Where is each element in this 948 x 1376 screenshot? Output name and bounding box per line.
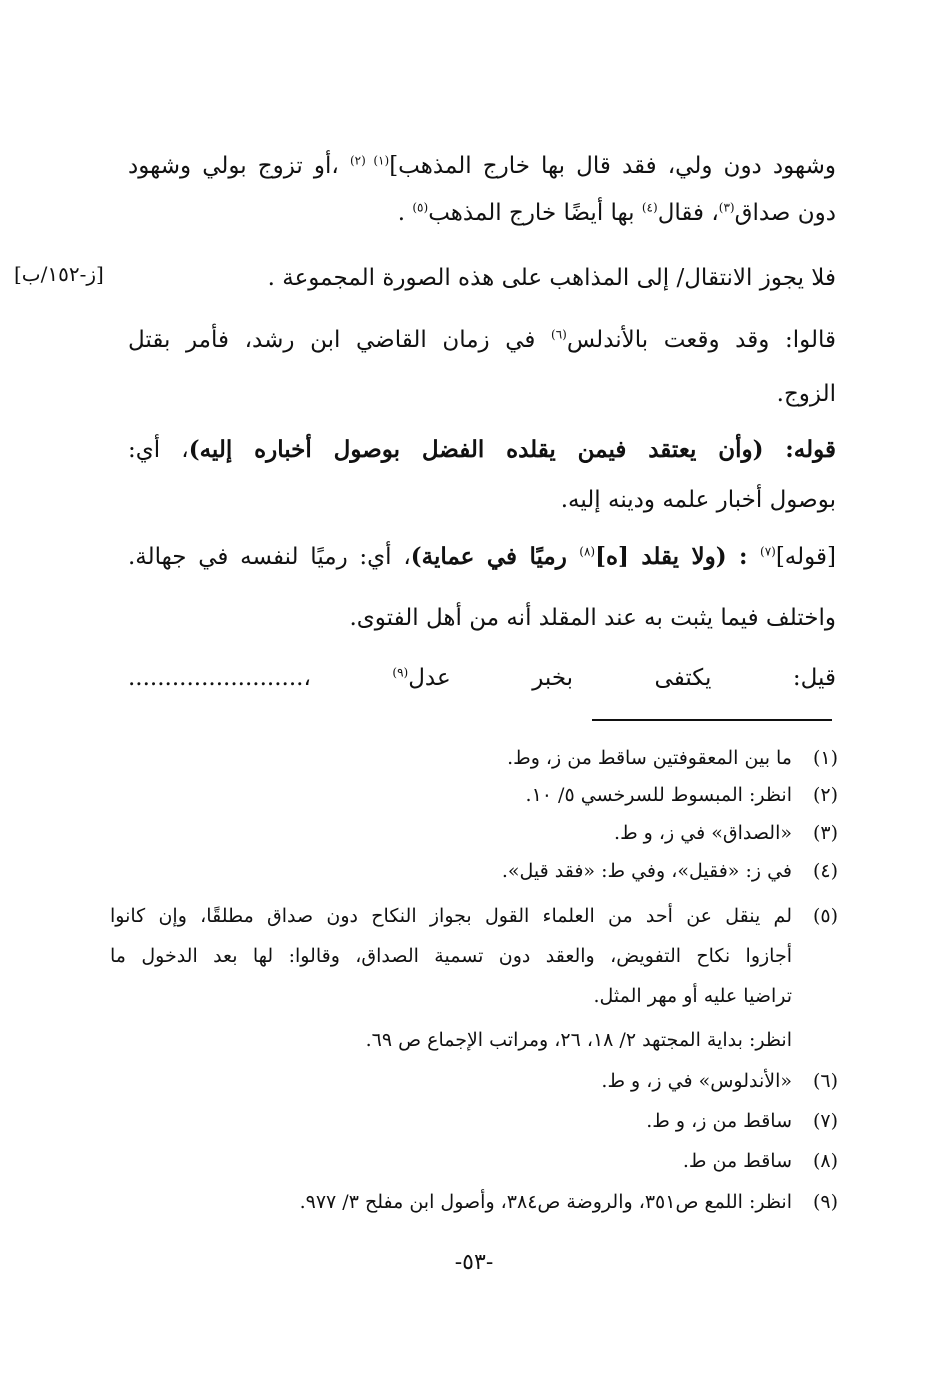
body-line-10 xyxy=(128,658,836,698)
body-line-2 xyxy=(398,193,836,233)
footnote-number: (٩) xyxy=(812,1191,838,1213)
footnote-text: في ز: «فقيل»، وفي ط: «فقد قيل». xyxy=(501,860,792,882)
margin-reference: [ز-١٥٢/ب] xyxy=(14,262,104,286)
page-number: -٥٣- xyxy=(454,1250,494,1275)
footnote-ref[interactable]: (٤) xyxy=(641,200,658,215)
footnote-ref[interactable]: (٦) xyxy=(551,327,567,342)
footnote-number: (٨) xyxy=(812,1150,838,1172)
footnote-ref[interactable]: (١) (٢) xyxy=(349,153,390,168)
text-run: قيل: يكتفى بخبر عدل xyxy=(408,665,836,691)
body-line-5: الزوج. xyxy=(776,381,836,407)
footnote-text: تراضيا عليه أو مهر المثل. xyxy=(593,985,792,1007)
footnote-text: ساقط من ز، و ط. xyxy=(646,1110,792,1132)
quoted-text: : (ولا يقلد [ه] xyxy=(595,543,760,570)
text-run: في زمان القاضي ابن رشد، فأمر بقتل xyxy=(128,327,552,353)
footnote-number: (٧) xyxy=(812,1110,838,1132)
footnote-text: انظر: بداية المجتهد ٢/ ١٨، ٢٦، ومراتب الإجماع ص ٦٩. xyxy=(365,1029,792,1051)
quoted-text: قوله: (وأن يعتقد فيمن يقلده الفضل بوصول أخباره إليه) xyxy=(188,436,836,463)
footnote-separator xyxy=(592,719,832,721)
text-run: ، أي: رميًا لنفسه في جهالة. xyxy=(128,544,411,570)
body-line-4 xyxy=(128,320,836,360)
body-line-9: واختلف فيما يثبت به عند المقلد أنه من أهل الفتوى. xyxy=(349,605,836,631)
footnote-number: (٥) xyxy=(812,905,838,927)
text-run: قالوا: وقد وقعت بالأندلس xyxy=(566,327,836,353)
text-run: ،أو تزوج بولي وشهود xyxy=(128,153,350,179)
footnote-text: انظر: اللمع ص٣٥١، والروضة ص٣٨٤، وأصول ابن مفلح ٣/ ٩٧٧. xyxy=(299,1191,792,1213)
ellipsis-dots: ........................ xyxy=(128,665,304,691)
body-line-3: فلا يجوز الانتقال/ إلى المذاهب على هذه الصورة المجموعة . xyxy=(267,265,836,291)
body-line-8 xyxy=(128,537,836,577)
body-line-6 xyxy=(128,430,836,470)
text-run: وشهود دون ولي، فقد قال بها خارج المذهب] xyxy=(389,153,836,179)
text-run: ، فقال xyxy=(657,200,719,226)
footnote-number: (٦) xyxy=(812,1070,838,1092)
footnote-text: أجازوا نكاح التفويض، والعقد دون تسمية الصداق، وقالوا: لها بعد الدخول ما xyxy=(110,945,792,967)
footnote-ref[interactable]: (٩) xyxy=(392,665,409,680)
text-run: ، أي: xyxy=(128,437,189,463)
footnote-text: «الأندلوس» في ز، و ط. xyxy=(601,1070,792,1092)
footnote-text: لم ينقل عن أحد من العلماء القول بجواز النكاح دون صداق مطلقًا، وإن كانوا xyxy=(110,905,792,927)
footnote-number: (١) xyxy=(812,747,838,769)
text-run: ، xyxy=(303,665,393,691)
text-run: [قوله] xyxy=(775,544,836,570)
footnote-ref[interactable]: (٣) xyxy=(718,200,735,215)
text-run: . xyxy=(397,200,413,226)
footnote-ref[interactable]: (٧) xyxy=(760,544,776,559)
body-line-7: بوصول أخبار علمه ودينه إليه. xyxy=(560,487,836,513)
footnote-number: (٣) xyxy=(812,822,838,844)
footnote-text: ما بين المعقوفتين ساقط من ز، وط. xyxy=(507,747,792,769)
text-run: دون صداق xyxy=(734,200,836,226)
footnote-text: ساقط من ط. xyxy=(682,1150,792,1172)
text-run: بها أيضًا خارج المذهب xyxy=(428,200,642,226)
footnote-number: (٢) xyxy=(812,784,838,806)
footnote-ref[interactable]: (٨) xyxy=(579,544,596,559)
footnote-ref[interactable]: (٥) xyxy=(412,200,429,215)
body-line-1 xyxy=(128,146,836,186)
quoted-text: رميًا في عماية) xyxy=(410,543,580,570)
footnote-number: (٤) xyxy=(812,860,838,882)
footnote-text: انظر: المبسوط للسرخسي ٥/ ١٠. xyxy=(525,784,792,806)
footnote-text: «الصداق» في ز، و ط. xyxy=(614,822,792,844)
